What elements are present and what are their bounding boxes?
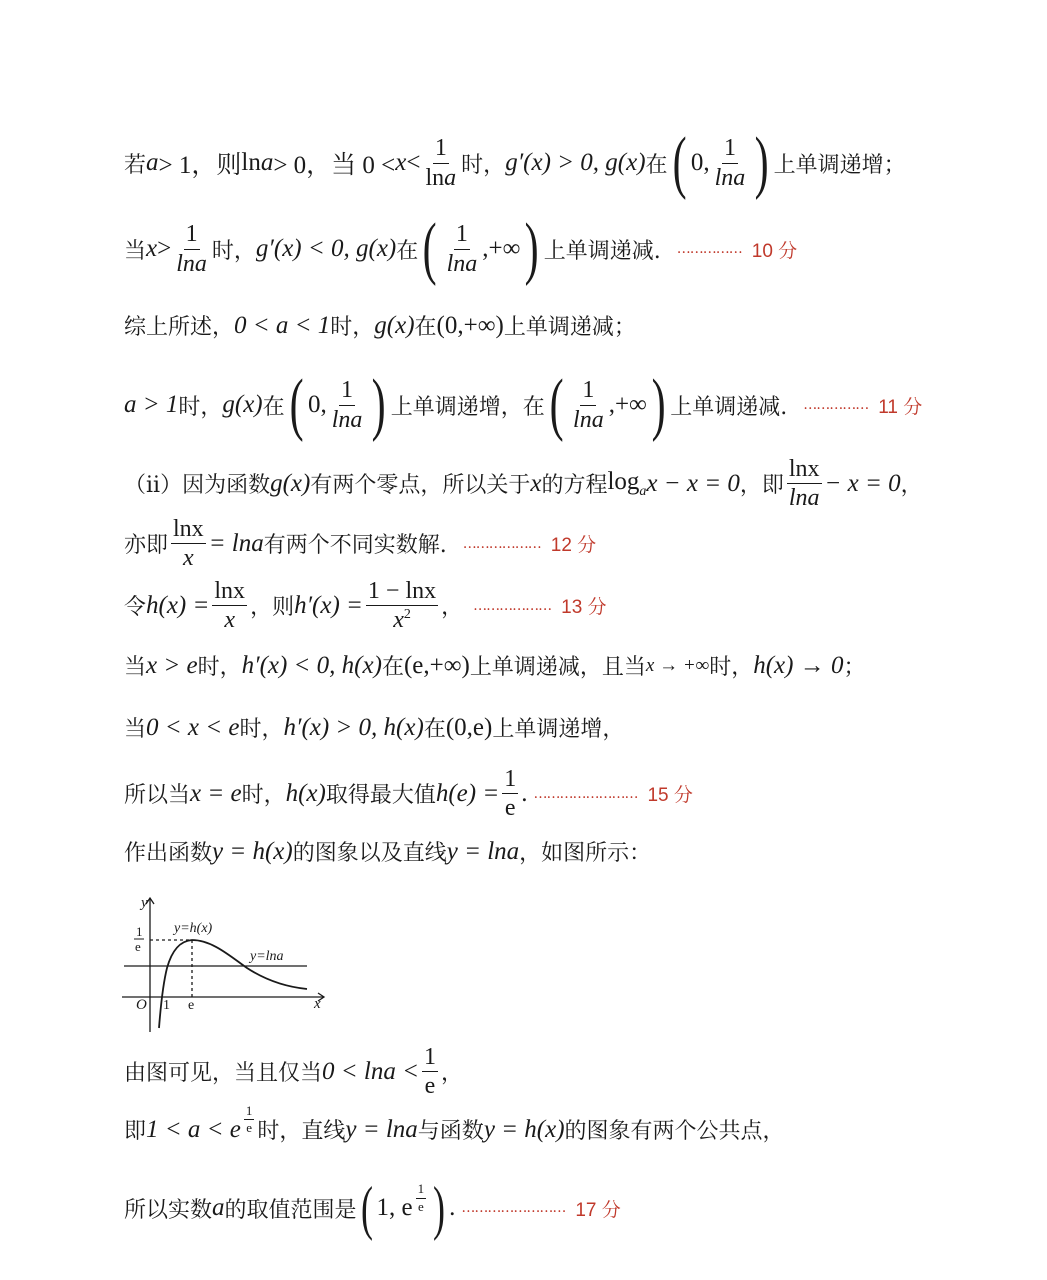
curve-h bbox=[159, 940, 307, 1028]
text: 有两个零点，所以关于 bbox=[310, 473, 531, 499]
score-11: 11 分 bbox=[878, 396, 923, 418]
math: − x = 0 bbox=[824, 469, 901, 497]
text: （ii）因为函数 bbox=[124, 473, 271, 499]
math: g′(x) < 0, g(x) bbox=[255, 235, 397, 262]
dots: …………………… bbox=[461, 1200, 566, 1216]
score-12: 12 分 bbox=[550, 535, 597, 557]
text: 上单调递增， bbox=[492, 717, 625, 742]
math: = lna bbox=[208, 529, 264, 557]
fraction: $\frac{1}{\ln a}$ bbox=[714, 135, 746, 191]
text: 时， bbox=[178, 394, 223, 420]
text: 上单调递减. bbox=[670, 394, 788, 420]
math: x → +∞ bbox=[645, 654, 710, 676]
math: > 1，则 bbox=[158, 152, 242, 179]
math: 0 < a < 1 bbox=[234, 311, 331, 339]
line-3 bbox=[124, 310, 1027, 341]
text: 有两个不同实数解. bbox=[263, 533, 447, 559]
text: 当 bbox=[124, 717, 147, 742]
math: x bbox=[530, 469, 542, 497]
line-10 bbox=[124, 766, 1027, 822]
text: 上单调递减； bbox=[503, 315, 636, 340]
text: 与函数 bbox=[417, 1119, 484, 1144]
math: y = lna bbox=[345, 1115, 418, 1143]
text: 上单调递减. bbox=[543, 238, 661, 264]
text: 当 bbox=[124, 655, 147, 680]
fraction: $\frac{1 - \ln x}{x^2}$ bbox=[367, 578, 437, 634]
line-2 bbox=[124, 210, 1027, 287]
math: 0 < lna < bbox=[322, 1057, 419, 1085]
text: 取得最大值 bbox=[325, 783, 436, 809]
fraction: $\frac{\ln x}{x}$ bbox=[173, 516, 204, 572]
line-1 bbox=[124, 124, 1027, 201]
dots: ……………… bbox=[473, 597, 552, 614]
math: 1 < a < e bbox=[146, 1115, 241, 1143]
text: 在 bbox=[381, 655, 404, 680]
score-10: 10 分 bbox=[751, 240, 798, 262]
math: (0,e) bbox=[445, 713, 493, 741]
math: x > e bbox=[146, 651, 198, 679]
text: 即 bbox=[124, 1119, 147, 1144]
text: 上单调递减，且当 bbox=[469, 655, 646, 680]
text: ，如图所示： bbox=[519, 841, 652, 866]
text: 在 bbox=[414, 315, 437, 340]
text: 在 bbox=[396, 238, 419, 264]
fraction: $\frac{1}{e}$ bbox=[423, 1044, 436, 1100]
math: h′(x) > 0, h(x) bbox=[283, 713, 424, 741]
math: ln bbox=[241, 149, 261, 176]
math: > bbox=[157, 235, 172, 262]
text: 当 bbox=[124, 238, 147, 264]
score-15: 15 分 bbox=[647, 785, 693, 807]
math: < bbox=[406, 149, 421, 176]
math: h′(x) = bbox=[294, 591, 363, 619]
dots: …………………… bbox=[533, 785, 638, 802]
text: 时，直线 bbox=[257, 1119, 346, 1144]
text: 所以实数 bbox=[124, 1197, 213, 1223]
function-graph bbox=[112, 892, 332, 1042]
right-paren: ) bbox=[525, 210, 540, 287]
math: h(e) = bbox=[435, 779, 500, 807]
text: 的图象有两个公共点， bbox=[564, 1119, 785, 1144]
line-5: （ii）因为函数 g(x) 有两个零点，所以关于 x 的方程 $\log_a$ x − x = 0 ，即 $\frac{\ln x}{\ln a}$ − x = 0 ， bbox=[124, 456, 923, 512]
fraction: $\frac{\ln x}{\ln a}$ bbox=[788, 456, 820, 512]
curve-label: y=h(x) bbox=[174, 921, 213, 936]
math: y = h(x) bbox=[212, 837, 293, 865]
text: 时， bbox=[211, 238, 256, 264]
math: h(x) bbox=[285, 779, 326, 807]
text: ； bbox=[843, 655, 866, 680]
left-paren: ( bbox=[360, 1175, 373, 1241]
math: y = h(x) bbox=[483, 1115, 565, 1143]
text: 时， bbox=[709, 655, 754, 680]
math: h′(x) < 0, h(x) bbox=[241, 651, 382, 679]
left-paren: ( bbox=[672, 124, 687, 201]
text: ， bbox=[440, 1061, 463, 1087]
right-paren: ) bbox=[372, 366, 387, 443]
line-9 bbox=[124, 712, 1027, 743]
math: h(x) → 0 bbox=[753, 651, 844, 679]
line-label: y=lna bbox=[250, 949, 284, 964]
line-6 bbox=[124, 516, 1027, 572]
text: 时， bbox=[241, 783, 286, 809]
text: 在 bbox=[262, 394, 285, 420]
math: a > 1 bbox=[124, 391, 179, 418]
math: x bbox=[395, 149, 407, 176]
math: g(x) bbox=[222, 391, 263, 418]
text: 上单调递增； bbox=[773, 152, 906, 178]
math: g(x) bbox=[374, 311, 415, 339]
tick-e-label: e bbox=[188, 998, 195, 1013]
line-8 bbox=[124, 650, 1027, 681]
text: 时， bbox=[461, 152, 506, 178]
left-paren: ( bbox=[422, 210, 437, 287]
math: x bbox=[146, 235, 158, 262]
math: ,+∞ bbox=[608, 391, 647, 418]
text: 时， bbox=[239, 717, 284, 742]
left-paren: ( bbox=[549, 366, 564, 443]
math: . bbox=[449, 1194, 456, 1221]
line-7 bbox=[124, 578, 1027, 634]
math: g(x) bbox=[270, 469, 311, 497]
math: (e,+∞) bbox=[403, 651, 470, 679]
fraction: $\frac{1}{\ln a}$ bbox=[446, 221, 478, 277]
y-tick-den: e bbox=[135, 939, 141, 954]
text: 令 bbox=[124, 595, 147, 621]
text: 所以当 bbox=[124, 783, 191, 809]
text: 上单调递增，在 bbox=[390, 394, 545, 420]
fraction: $\frac{\ln x}{x}$ bbox=[214, 578, 246, 634]
dots: …………… bbox=[803, 397, 869, 413]
left-paren: ( bbox=[289, 366, 304, 443]
text: 由图可见，当且仅当 bbox=[124, 1061, 323, 1087]
math: a bbox=[260, 149, 274, 176]
text: ，则 bbox=[250, 595, 295, 621]
math: . bbox=[521, 779, 528, 807]
fraction: $\frac{1}{\ln a}$ bbox=[331, 377, 363, 433]
line-14 bbox=[124, 1175, 1027, 1241]
score-17: 17 分 bbox=[575, 1199, 621, 1221]
math: a bbox=[212, 1194, 225, 1221]
right-paren: ) bbox=[433, 1175, 446, 1241]
math: x − x = 0 bbox=[646, 469, 740, 497]
math: 0, bbox=[307, 391, 327, 418]
text: ， bbox=[900, 473, 923, 499]
text: 在 bbox=[423, 717, 446, 742]
text: 作出函数 bbox=[124, 841, 213, 866]
fraction: $\frac{1}{\ln a}$ bbox=[176, 221, 207, 277]
exp-fraction: $\frac{1}{e}$ bbox=[417, 1181, 425, 1214]
fraction: $\frac{1}{\ln a}$ bbox=[425, 135, 457, 191]
dots: …………… bbox=[676, 241, 742, 257]
right-paren: ) bbox=[754, 124, 769, 201]
text: 时， bbox=[197, 655, 242, 680]
text: 亦即 bbox=[124, 533, 169, 559]
text: 综上所述， bbox=[124, 315, 235, 340]
line-12 bbox=[124, 1044, 1027, 1100]
right-paren: ) bbox=[651, 366, 666, 443]
tick-1-label: 1 bbox=[163, 998, 170, 1013]
text: 若 bbox=[124, 152, 147, 178]
math: g′(x) > 0, g(x) bbox=[505, 149, 646, 176]
text: 的图象以及直线 bbox=[292, 841, 447, 866]
line-13 bbox=[124, 1102, 1027, 1145]
math: 1, e bbox=[376, 1194, 413, 1221]
fraction: $\frac{1}{e}$ bbox=[504, 766, 517, 822]
math: ,+∞ bbox=[482, 235, 521, 262]
score-13: 13 分 bbox=[561, 597, 607, 619]
text: ， bbox=[441, 595, 464, 621]
math: h(x) = bbox=[146, 591, 210, 619]
x-axis-label: x bbox=[314, 996, 321, 1012]
dots: ……………… bbox=[462, 535, 541, 552]
math: y = lna bbox=[446, 837, 520, 865]
text: 时， bbox=[330, 315, 375, 340]
math: a bbox=[146, 149, 159, 176]
line-11 bbox=[124, 836, 1027, 867]
math: 0 < x < e bbox=[146, 713, 240, 741]
origin-label: O bbox=[136, 997, 147, 1013]
fraction: $\frac{1}{\ln a}$ bbox=[573, 377, 604, 433]
text: 的方程 bbox=[541, 473, 608, 499]
text: 在 bbox=[645, 152, 668, 178]
math: 0, bbox=[690, 149, 710, 176]
text: ，即 bbox=[739, 473, 784, 499]
line-4 bbox=[124, 366, 1027, 443]
text: 的取值范围是 bbox=[224, 1197, 357, 1223]
math: x = e bbox=[190, 779, 242, 807]
math: > 0，当 0 < bbox=[273, 152, 396, 179]
y-axis-label: y bbox=[141, 895, 148, 911]
exp-fraction: $\frac{1}{e}$ bbox=[245, 1102, 253, 1135]
y-tick-num: 1 bbox=[136, 924, 143, 939]
math: (0,+∞) bbox=[436, 311, 504, 339]
